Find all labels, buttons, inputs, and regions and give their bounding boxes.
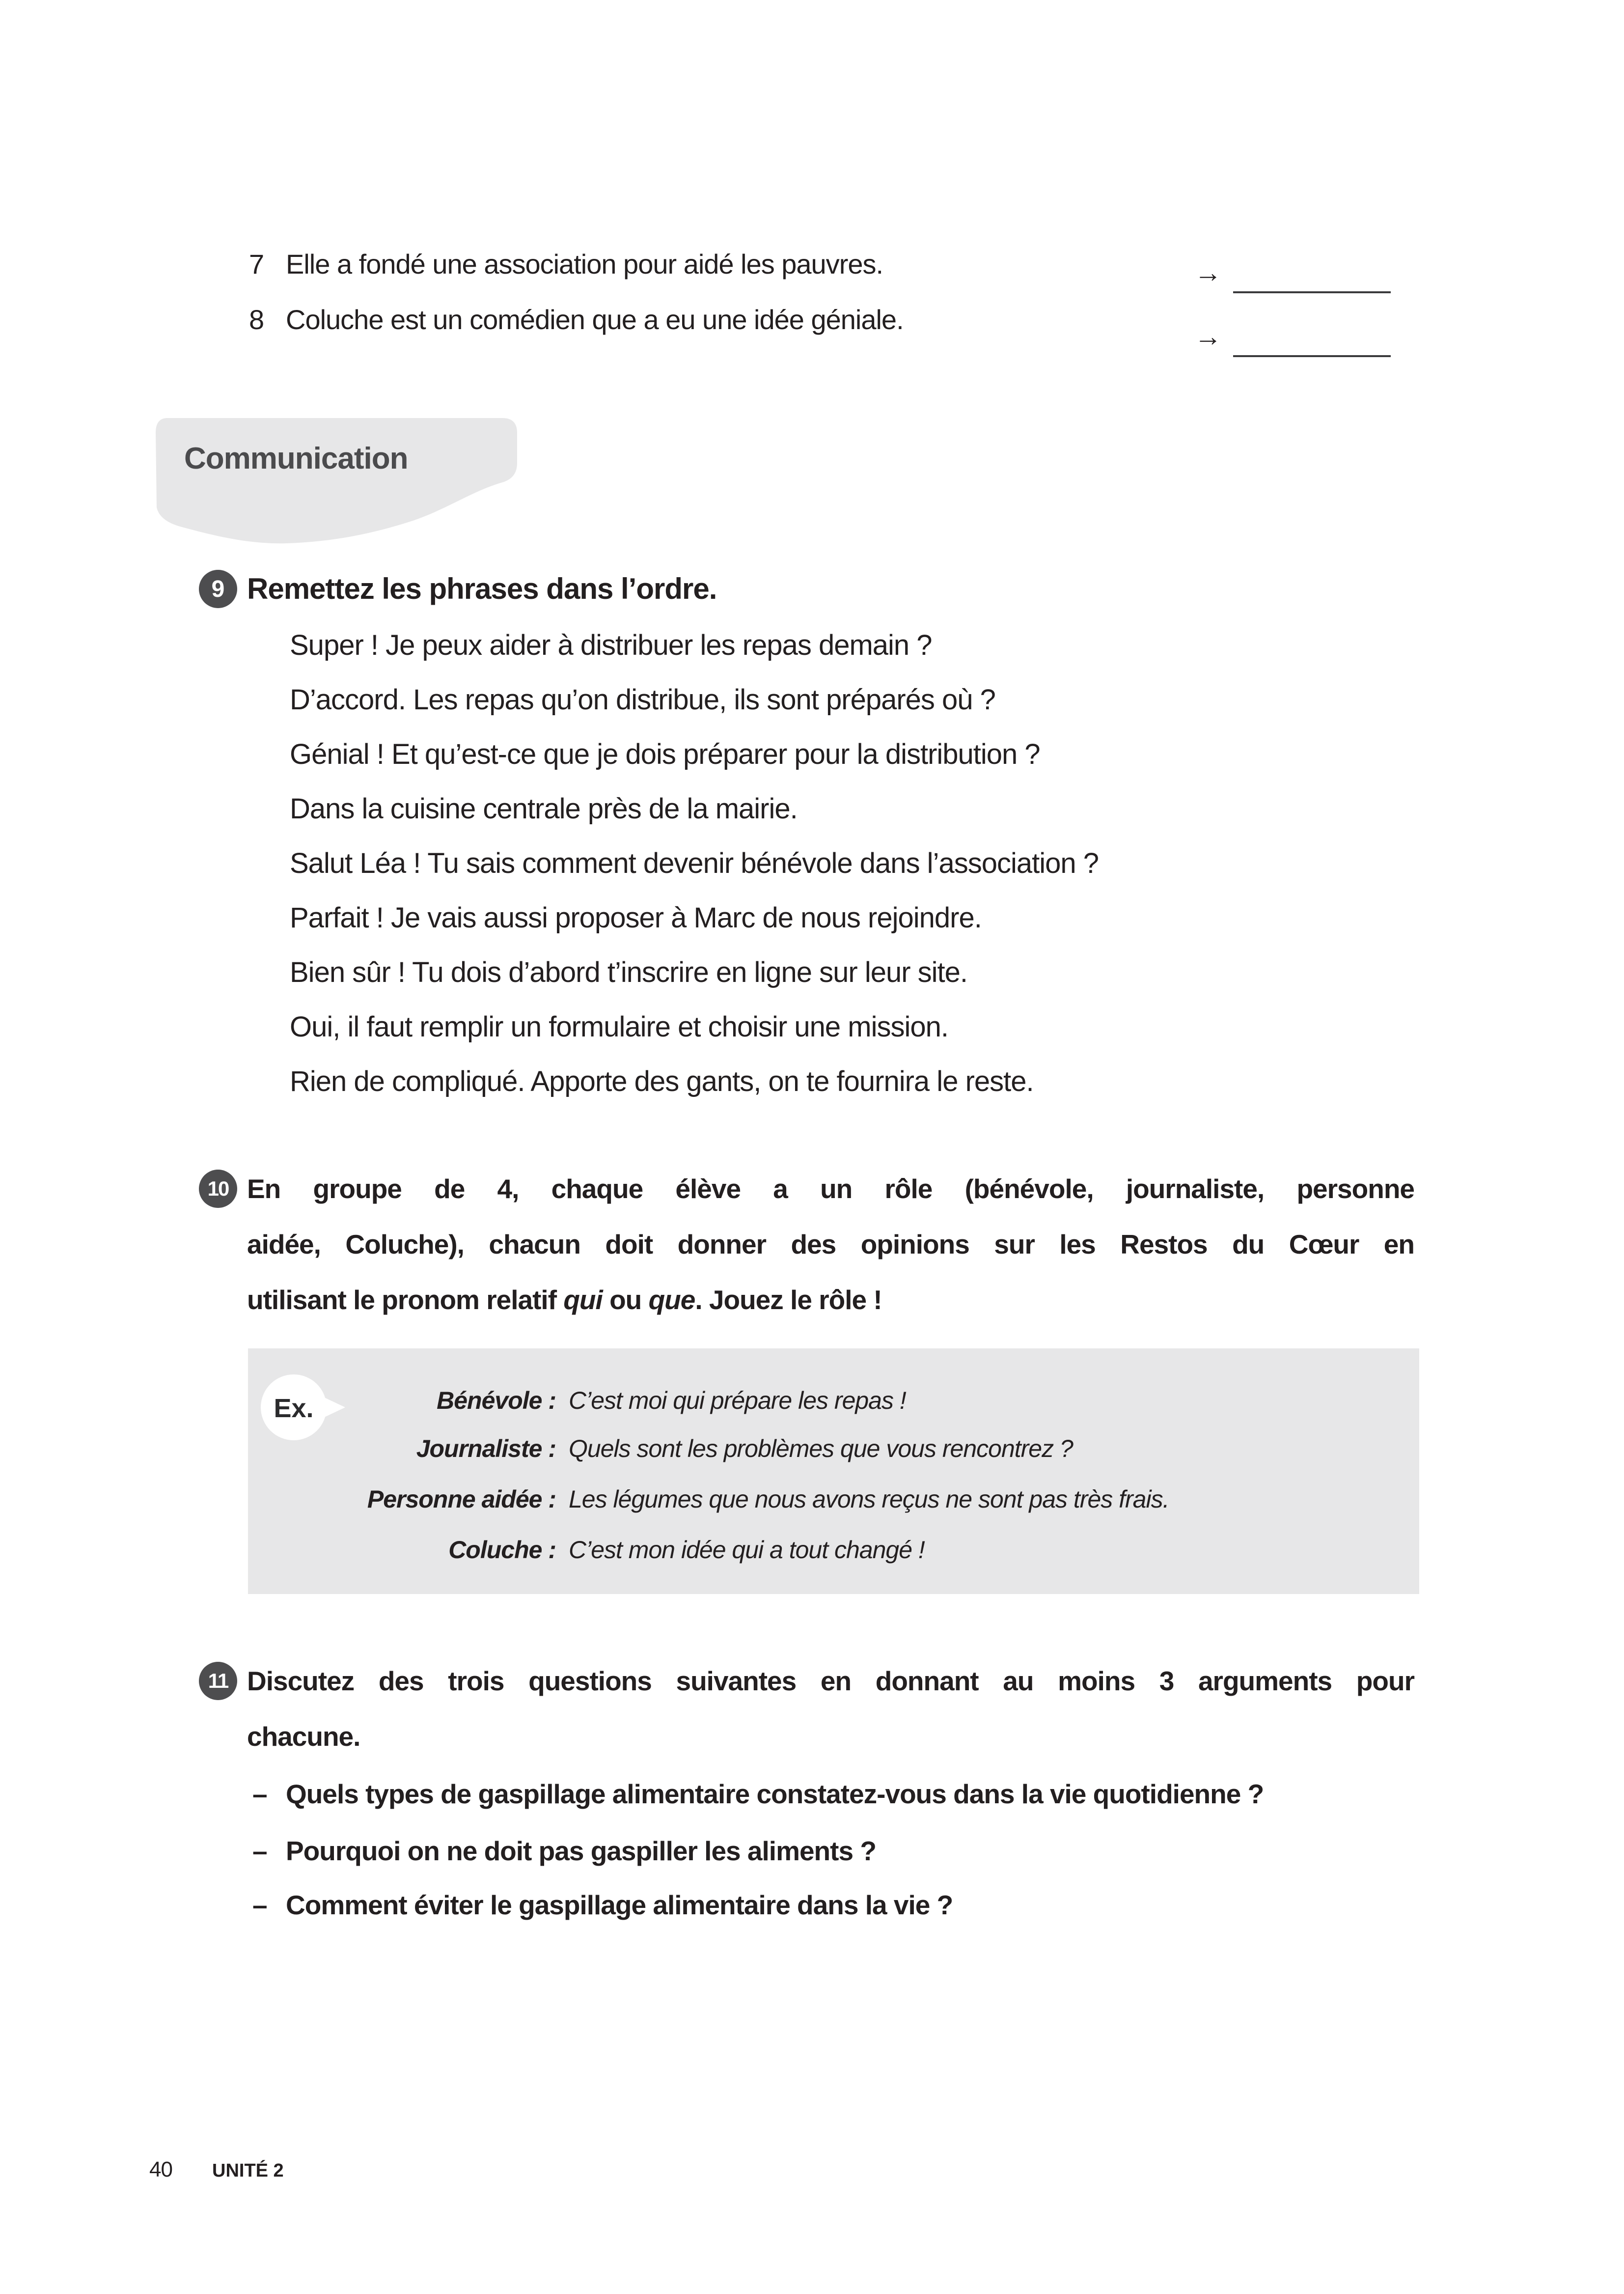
bullet-dash: – bbox=[252, 1779, 268, 1809]
sentence-3: Génial ! Et qu’est-ce que je dois préparer pour la distribution ? bbox=[290, 738, 1040, 770]
exercise-11-badge bbox=[199, 1662, 237, 1700]
answer-blank-7[interactable] bbox=[1233, 291, 1391, 293]
exercise-9-number: 9 bbox=[211, 576, 225, 602]
answer-blank-8[interactable] bbox=[1233, 355, 1391, 357]
section-banner-shape bbox=[152, 415, 518, 547]
exercise-10-number: 10 bbox=[207, 1177, 229, 1200]
sentence-6: Parfait ! Je vais aussi proposer à Marc de nous rejoindre. bbox=[290, 902, 982, 934]
order-checkbox-6[interactable] bbox=[248, 903, 276, 932]
exercise-9-badge bbox=[199, 570, 237, 608]
order-checkbox-5[interactable] bbox=[248, 849, 276, 877]
speaker-benevole: Bénévole : bbox=[437, 1387, 556, 1414]
pronoun-que: que bbox=[648, 1285, 695, 1315]
page-number: 40 bbox=[149, 2157, 172, 2182]
order-checkbox-7[interactable] bbox=[248, 958, 276, 986]
exercise-11-title-line-1: Discutez des trois questions suivantes en donnant au moins 3 arguments pour bbox=[247, 1666, 1414, 1696]
order-checkbox-1[interactable] bbox=[248, 631, 276, 659]
exercise-11-number: 11 bbox=[208, 1669, 228, 1692]
item-7-number: 7 bbox=[249, 249, 264, 280]
title-segment: utilisant le pronom relatif bbox=[247, 1285, 564, 1315]
sentence-5: Salut Léa ! Tu sais comment devenir bénévole dans l’association ? bbox=[290, 847, 1099, 879]
exercise-9-title: Remettez les phrases dans l’ordre. bbox=[247, 572, 717, 605]
arrow-right-icon: → bbox=[1194, 321, 1222, 352]
order-checkbox-2[interactable] bbox=[248, 685, 276, 714]
sentence-8: Oui, il faut remplir un formulaire et choisir une mission. bbox=[290, 1011, 948, 1043]
exercise-10-title-line-2: aidée, Coluche), chacun doit donner des opinions sur les Restos du Cœur en bbox=[247, 1229, 1414, 1259]
item-7-text: Elle a fondé une association pour aidé les pauvres. bbox=[286, 249, 883, 280]
item-8-number: 8 bbox=[249, 304, 264, 335]
order-checkbox-4[interactable] bbox=[248, 794, 276, 823]
exercise-10-title-line-1: En groupe de 4, chaque élève a un rôle (bénévole, journaliste, personne bbox=[247, 1174, 1414, 1204]
unit-label: UNITÉ 2 bbox=[212, 2160, 284, 2181]
line-personne-aidee: Les légumes que nous avons reçus ne sont pas très frais. bbox=[569, 1485, 1169, 1513]
question-1: Quels types de gaspillage alimentaire constatez-vous dans la vie quotidienne ? bbox=[286, 1779, 1264, 1809]
order-checkbox-9[interactable] bbox=[248, 1067, 276, 1095]
item-8-text: Coluche est un comédien que a eu une idée géniale. bbox=[286, 304, 904, 335]
question-2: Pourquoi on ne doit pas gaspiller les aliments ? bbox=[286, 1836, 876, 1866]
line-benevole: C’est moi qui prépare les repas ! bbox=[569, 1387, 906, 1414]
line-journaliste: Quels sont les problèmes que vous rencontrez ? bbox=[569, 1435, 1073, 1462]
line-coluche: C’est mon idée qui a tout changé ! bbox=[569, 1536, 925, 1564]
arrow-right-icon: → bbox=[1194, 257, 1222, 288]
order-checkbox-8[interactable] bbox=[248, 1012, 276, 1041]
exercise-11-title-line-2: chacune. bbox=[247, 1721, 360, 1752]
speaker-personne-aidee: Personne aidée : bbox=[367, 1485, 556, 1513]
sentence-1: Super ! Je peux aider à distribuer les repas demain ? bbox=[290, 629, 932, 661]
speaker-journaliste: Journaliste : bbox=[416, 1435, 556, 1462]
bullet-dash: – bbox=[252, 1890, 268, 1920]
speaker-coluche: Coluche : bbox=[448, 1536, 556, 1564]
exercise-10-badge bbox=[199, 1170, 237, 1208]
question-3: Comment éviter le gaspillage alimentaire dans la vie ? bbox=[286, 1890, 953, 1920]
order-checkbox-3[interactable] bbox=[248, 740, 276, 768]
sentence-4: Dans la cuisine centrale près de la mairie. bbox=[290, 793, 798, 825]
pronoun-qui: qui bbox=[563, 1285, 603, 1315]
section-title: Communication bbox=[184, 442, 408, 476]
sentence-9: Rien de compliqué. Apporte des gants, on te fournira le reste. bbox=[290, 1065, 1034, 1097]
title-segment: . Jouez le rôle ! bbox=[695, 1285, 882, 1315]
sentence-7: Bien sûr ! Tu dois d’abord t’inscrire en ligne sur leur site. bbox=[290, 956, 968, 988]
title-segment: ou bbox=[602, 1285, 649, 1315]
example-label: Ex. bbox=[274, 1394, 314, 1423]
bullet-dash: – bbox=[252, 1836, 268, 1866]
sentence-2: D’accord. Les repas qu’on distribue, ils sont préparés où ? bbox=[290, 684, 995, 716]
exercise-10-title-line-3 bbox=[247, 1284, 882, 1315]
